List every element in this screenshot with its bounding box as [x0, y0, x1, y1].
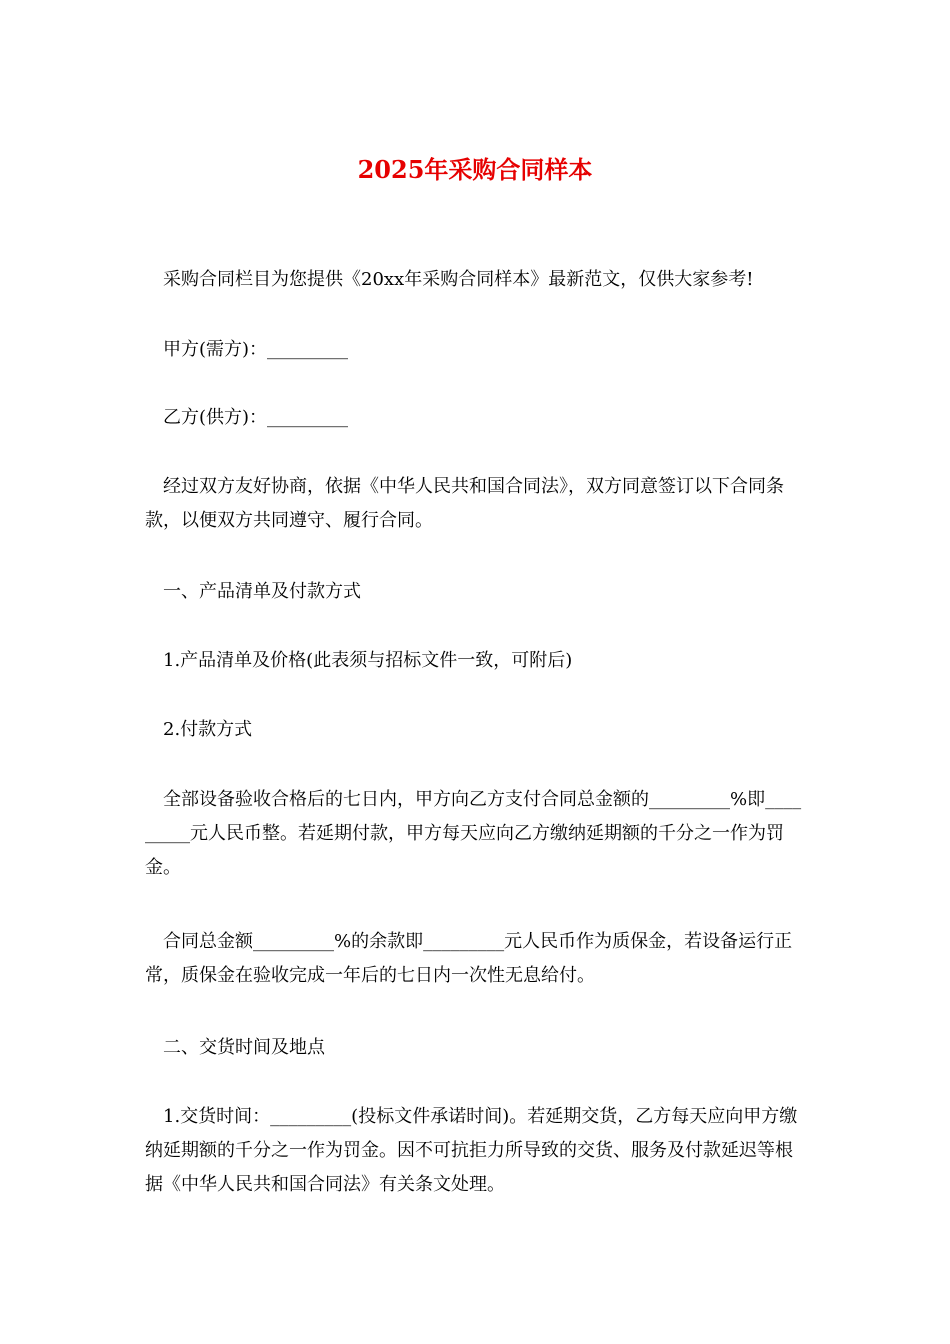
payment-paragraph: 全部设备验收合格后的七日内，甲方向乙方支付合同总金额的_________%即_________元人民币整。若延期付款，甲方每天应向乙方缴纳延期额的千分之一作为罚金。 [145, 789, 802, 878]
section-heading-2: 二、交货时间及地点 [163, 1037, 325, 1058]
clause-2-1: 1.交货时间：_________(投标文件承诺时间)。若延期交货，乙方每天应向甲方缴纳延期额的千分之一作为罚金。因不可抗拒力所导致的交货、服务及付款延迟等根据《中华人民共和国合同法》有关条文处理。 [145, 1106, 798, 1195]
agreement-paragraph: 经过双方友好协商，依据《中华人民共和国合同法》，双方同意签订以下合同条款，以便双方共同遵守、履行合同。 [145, 476, 784, 531]
retention-paragraph: 合同总金额_________%的余款即_________元人民币作为质保金，若设备运行正常，质保金在验收完成一年后的七日内一次性无息给付。 [145, 931, 793, 986]
intro-paragraph: 采购合同栏目为您提供《20xx年采购合同样本》最新范文，仅供大家参考! [163, 269, 754, 290]
clause-1-1: 1.产品清单及价格(此表须与招标文件一致，可附后) [163, 650, 573, 671]
document-title: 2025年采购合同样本 [357, 155, 593, 184]
party-b-line: 乙方(供方)：_________ [163, 407, 349, 428]
party-a-line: 甲方(需方)：_________ [163, 339, 349, 360]
clause-1-2: 2.付款方式 [163, 719, 253, 740]
section-heading-1: 一、产品清单及付款方式 [163, 581, 361, 602]
